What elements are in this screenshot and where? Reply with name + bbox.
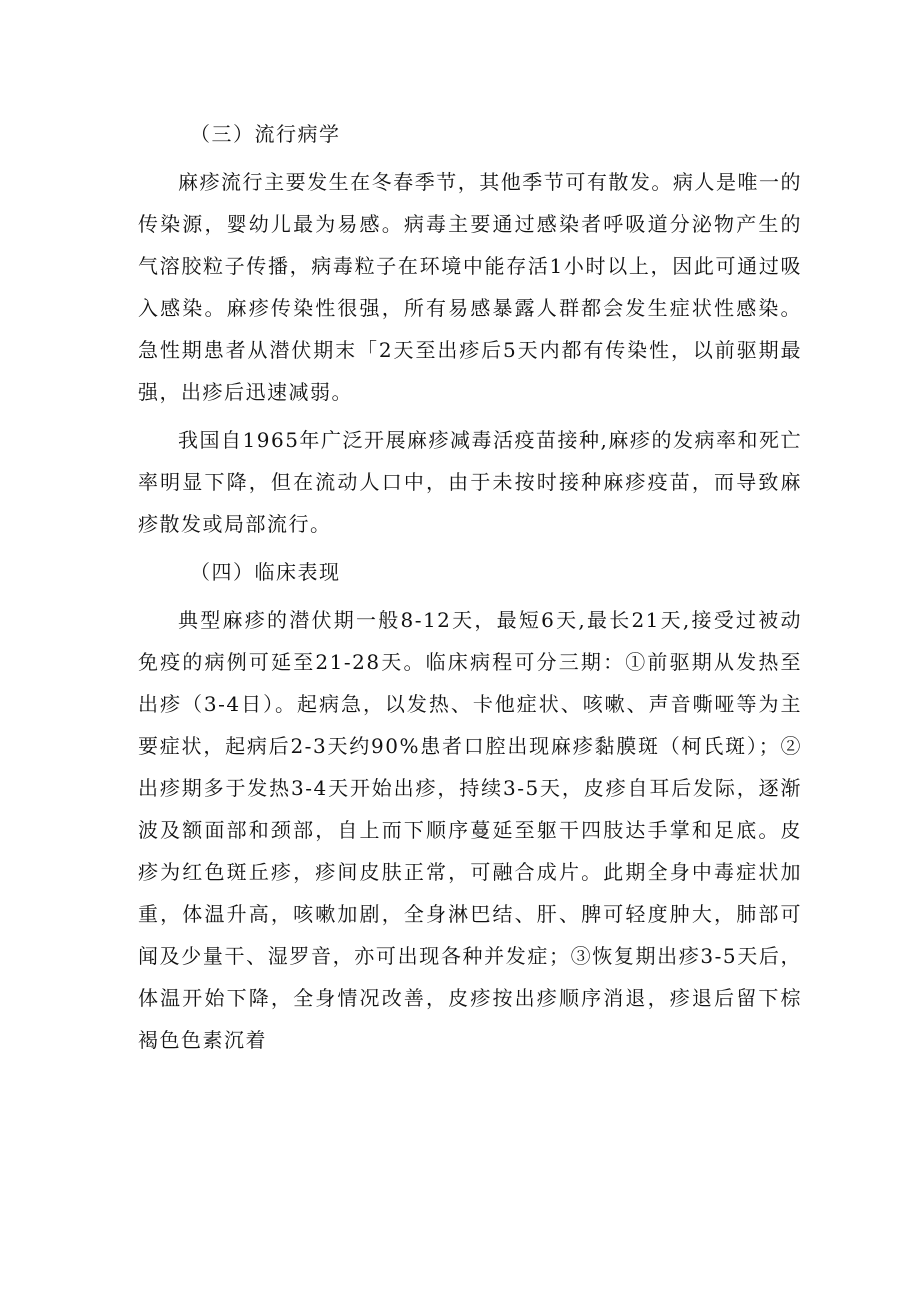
section-heading-epidemiology: （三）流行病学	[190, 122, 341, 146]
section-heading-clinical-manifestations: （四）临床表现	[190, 560, 341, 584]
paragraph-epidemiology-2: 我国自1965年广泛开展麻疹减毒活疫苗接种,麻疹的发病率和死亡率明显下降，但在流动人口中，由于未按时接种麻疹疫苗，而导致麻疹散发或局部流行。	[138, 428, 802, 536]
paragraph-epidemiology-1: 麻疹流行主要发生在冬春季节，其他季节可有散发。病人是唯一的传染源，婴幼儿最为易感。病毒主要通过感染者呼吸道分泌物产生的气溶胶粒子传播，病毒粒子在环境中能存活1小时以上，因此可通过吸入感染。麻疹传染性很强，所有易感暴露人群都会发生症状性感染。急性期患者从潜伏期末「2天至出疹后5天内都有传染性，以前驱期最强，出疹后迅速减弱。	[138, 170, 802, 404]
paragraph-clinical-1: 典型麻疹的潜伏期一般8-12天，最短6天,最长21天,接受过被动免疫的病例可延至21-28天。临床病程可分三期：①前驱期从发热至出疹（3-4日）。起病急，以发热、卡他症状、咳嗽、声音嘶哑等为主要症状，起病后2-3天约90%患者口腔出现麻疹黏膜斑（柯氏斑）；②出疹期多于发热3-4天开始出疹，持续3-5天，皮疹自耳后发际，逐渐波及额面部和颈部，自上而下顺序蔓延至躯干四肢达手掌和足底。皮疹为红色斑丘疹，疹间皮肤正常，可融合成片。此期全身中毒症状加重，体温升高，咳嗽加剧，全身淋巴结、肝、脾可轻度肿大，肺部可闻及少量干、湿罗音，亦可出现各种并发症；③恢复期出疹3-5天后，体温开始下降，全身情况改善，皮疹按出疹顺序消退，疹退后留下棕褐色色素沉着	[138, 608, 802, 1052]
document-body	[138, 113, 802, 1061]
